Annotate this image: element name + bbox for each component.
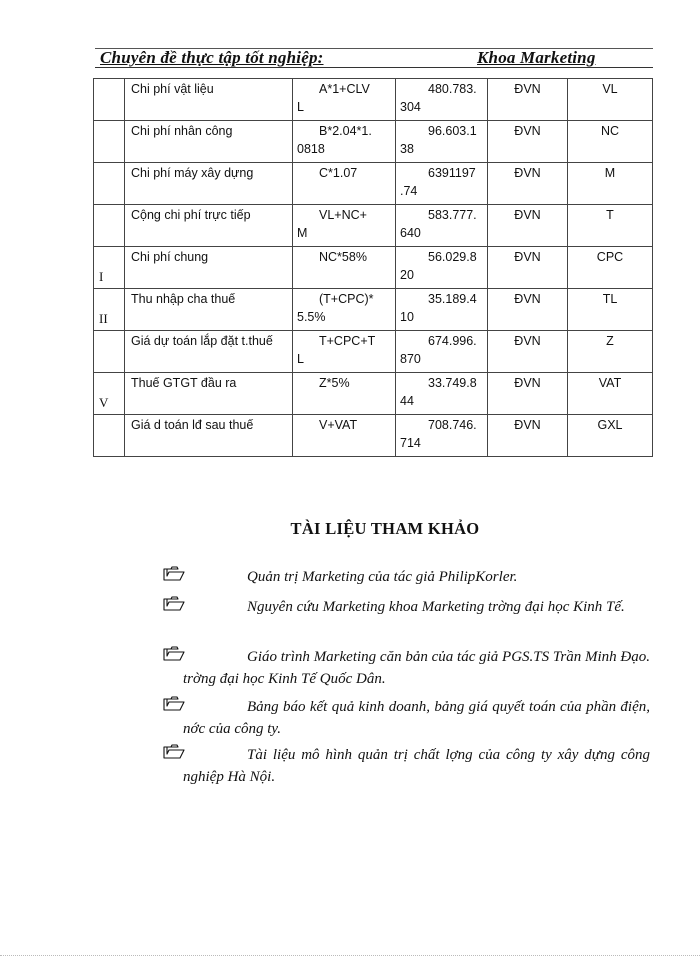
table-row — [94, 373, 653, 415]
row-index-cell — [94, 415, 125, 457]
header-rule-bottom — [95, 67, 653, 68]
item-name-cell — [125, 205, 293, 247]
unit-text: ĐVN — [514, 418, 541, 432]
page-header — [96, 46, 652, 68]
unit-text: ĐVN — [514, 250, 541, 264]
reference-item — [163, 744, 650, 788]
row-index-cell — [94, 331, 125, 373]
reference-text: Quản trị Marketing của tác giả PhilipKorler. — [247, 569, 518, 585]
symbol-text: CPC — [596, 250, 624, 264]
unit-cell — [488, 289, 568, 331]
item-name-text: Chi phí nhân công — [131, 124, 233, 138]
row-index-cell — [94, 205, 125, 247]
formula-text: C*1.07 — [319, 166, 358, 180]
value-cell — [396, 121, 488, 163]
value-text: 583.777. 640 — [400, 208, 477, 240]
reference-text: Nguyên cứu Marketing khoa Marketing trờng đại học Kinh Tế. — [247, 599, 625, 615]
item-name-cell — [125, 373, 293, 415]
value-cell — [396, 247, 488, 289]
symbol-cell — [568, 373, 653, 415]
row-index-text: I — [99, 269, 104, 284]
row-index-cell — [94, 373, 125, 415]
row-index-cell — [94, 247, 125, 289]
item-name-text: Cộng chi phí trực tiếp — [131, 208, 251, 222]
symbol-text: VAT — [598, 376, 622, 390]
formula-cell — [293, 331, 396, 373]
formula-cell — [293, 373, 396, 415]
reference-item — [163, 596, 650, 618]
value-text: 33.749.8 44 — [400, 376, 477, 408]
table-row — [94, 205, 653, 247]
symbol-cell — [568, 289, 653, 331]
value-cell — [396, 331, 488, 373]
formula-text: V+VAT — [319, 418, 358, 432]
folder-icon — [163, 744, 185, 760]
unit-text: ĐVN — [514, 82, 541, 96]
folder-icon — [163, 566, 185, 582]
value-cell — [396, 79, 488, 121]
reference-item — [163, 646, 650, 690]
unit-text: ĐVN — [514, 124, 541, 138]
symbol-cell — [568, 205, 653, 247]
formula-cell — [293, 247, 396, 289]
reference-item — [163, 566, 650, 588]
row-index-cell — [94, 79, 125, 121]
item-name-cell — [125, 247, 293, 289]
item-name-text: Thu nhập cha thuế — [131, 292, 236, 306]
formula-cell — [293, 415, 396, 457]
reference-text: Tài liệu mô hình quản trị chất lợng của công ty xây dựng công nghiệp Hà Nội. — [183, 747, 650, 785]
value-text: 35.189.4 10 — [400, 292, 477, 324]
symbol-text: Z — [606, 334, 614, 348]
value-text: 708.746. 714 — [400, 418, 477, 450]
symbol-text: M — [604, 166, 616, 180]
table-row — [94, 247, 653, 289]
unit-cell — [488, 205, 568, 247]
symbol-text: NC — [600, 124, 620, 138]
table-row — [94, 415, 653, 457]
unit-text: ĐVN — [514, 292, 541, 306]
symbol-text: VL — [602, 82, 618, 96]
item-name-cell — [125, 163, 293, 205]
formula-text: A*1+CLV L — [297, 82, 370, 114]
symbol-text: TL — [602, 292, 618, 306]
symbol-cell — [568, 79, 653, 121]
item-name-cell — [125, 331, 293, 373]
row-index-cell — [94, 163, 125, 205]
formula-cell — [293, 121, 396, 163]
unit-cell — [488, 79, 568, 121]
folder-icon — [163, 596, 185, 612]
row-index-text: V — [99, 395, 109, 410]
unit-text: ĐVN — [514, 376, 541, 390]
formula-cell — [293, 79, 396, 121]
row-index-cell — [94, 121, 125, 163]
unit-cell — [488, 415, 568, 457]
table-row — [94, 79, 653, 121]
formula-text: VL+NC+ M — [297, 208, 367, 240]
value-text: 480.783. 304 — [400, 82, 477, 114]
reference-item — [163, 696, 650, 740]
folder-icon — [163, 646, 185, 662]
item-name-cell — [125, 289, 293, 331]
item-name-cell — [125, 121, 293, 163]
formula-text: T+CPC+T L — [297, 334, 376, 366]
reference-text: Giáo trình Marketing căn bản của tác giả PGS.TS Trần Minh Đạo. trờng đại học Kinh Tế Quốc Dân. — [183, 649, 650, 687]
value-text: 56.029.8 20 — [400, 250, 477, 282]
unit-cell — [488, 331, 568, 373]
symbol-text: T — [606, 208, 614, 222]
formula-cell — [293, 205, 396, 247]
symbol-cell — [568, 415, 653, 457]
symbol-cell — [568, 247, 653, 289]
row-index-text: II — [99, 311, 108, 326]
symbol-cell — [568, 331, 653, 373]
item-name-cell — [125, 79, 293, 121]
unit-cell — [488, 121, 568, 163]
item-name-text: Chi phí vật liệu — [131, 82, 214, 96]
footer-rule — [0, 955, 700, 956]
table-row — [94, 289, 653, 331]
formula-cell — [293, 163, 396, 205]
formula-text: Z*5% — [319, 376, 350, 390]
value-text: 674.996. 870 — [400, 334, 477, 366]
value-cell — [396, 373, 488, 415]
item-name-text: Chi phí máy xây dựng — [131, 166, 254, 180]
references-title: TÀI LIỆU THAM KHẢO — [290, 519, 480, 538]
table-row — [94, 331, 653, 373]
symbol-text: GXL — [597, 418, 623, 432]
unit-cell — [488, 373, 568, 415]
unit-cell — [488, 163, 568, 205]
item-name-text: Chi phí chung — [131, 250, 209, 264]
value-text: 6391197 .74 — [400, 166, 476, 198]
value-text: 96.603.1 38 — [400, 124, 477, 156]
value-cell — [396, 205, 488, 247]
reference-text: Bảng báo kết quả kinh doanh, bảng giá quyết toán của phần điện, nớc của công ty. — [183, 699, 650, 737]
item-name-text: Giá d toán lđ sau thuế — [131, 418, 254, 432]
symbol-cell — [568, 121, 653, 163]
symbol-cell — [568, 163, 653, 205]
item-name-cell — [125, 415, 293, 457]
unit-text: ĐVN — [514, 334, 541, 348]
formula-cell — [293, 289, 396, 331]
value-cell — [396, 415, 488, 457]
item-name-text: Thuế GTGT đầu ra — [131, 376, 237, 390]
value-cell — [396, 163, 488, 205]
formula-text: NC*58% — [319, 250, 367, 264]
unit-cell — [488, 247, 568, 289]
unit-text: ĐVN — [514, 208, 541, 222]
table-row — [94, 163, 653, 205]
folder-icon — [163, 696, 185, 712]
unit-text: ĐVN — [514, 166, 541, 180]
header-right-text: Khoa Marketing — [477, 48, 596, 67]
formula-text: B*2.04*1. 0818 — [297, 124, 372, 156]
row-index-cell — [94, 289, 125, 331]
table-row — [94, 121, 653, 163]
item-name-text: Giá dự toán lắp đặt t.thuế — [131, 334, 273, 348]
header-left-text: Chuyên đề thực tập tốt nghiệp: — [100, 48, 324, 67]
formula-text: (T+CPC)* 5.5% — [297, 292, 374, 324]
value-cell — [396, 289, 488, 331]
cost-estimate-table — [93, 78, 653, 457]
